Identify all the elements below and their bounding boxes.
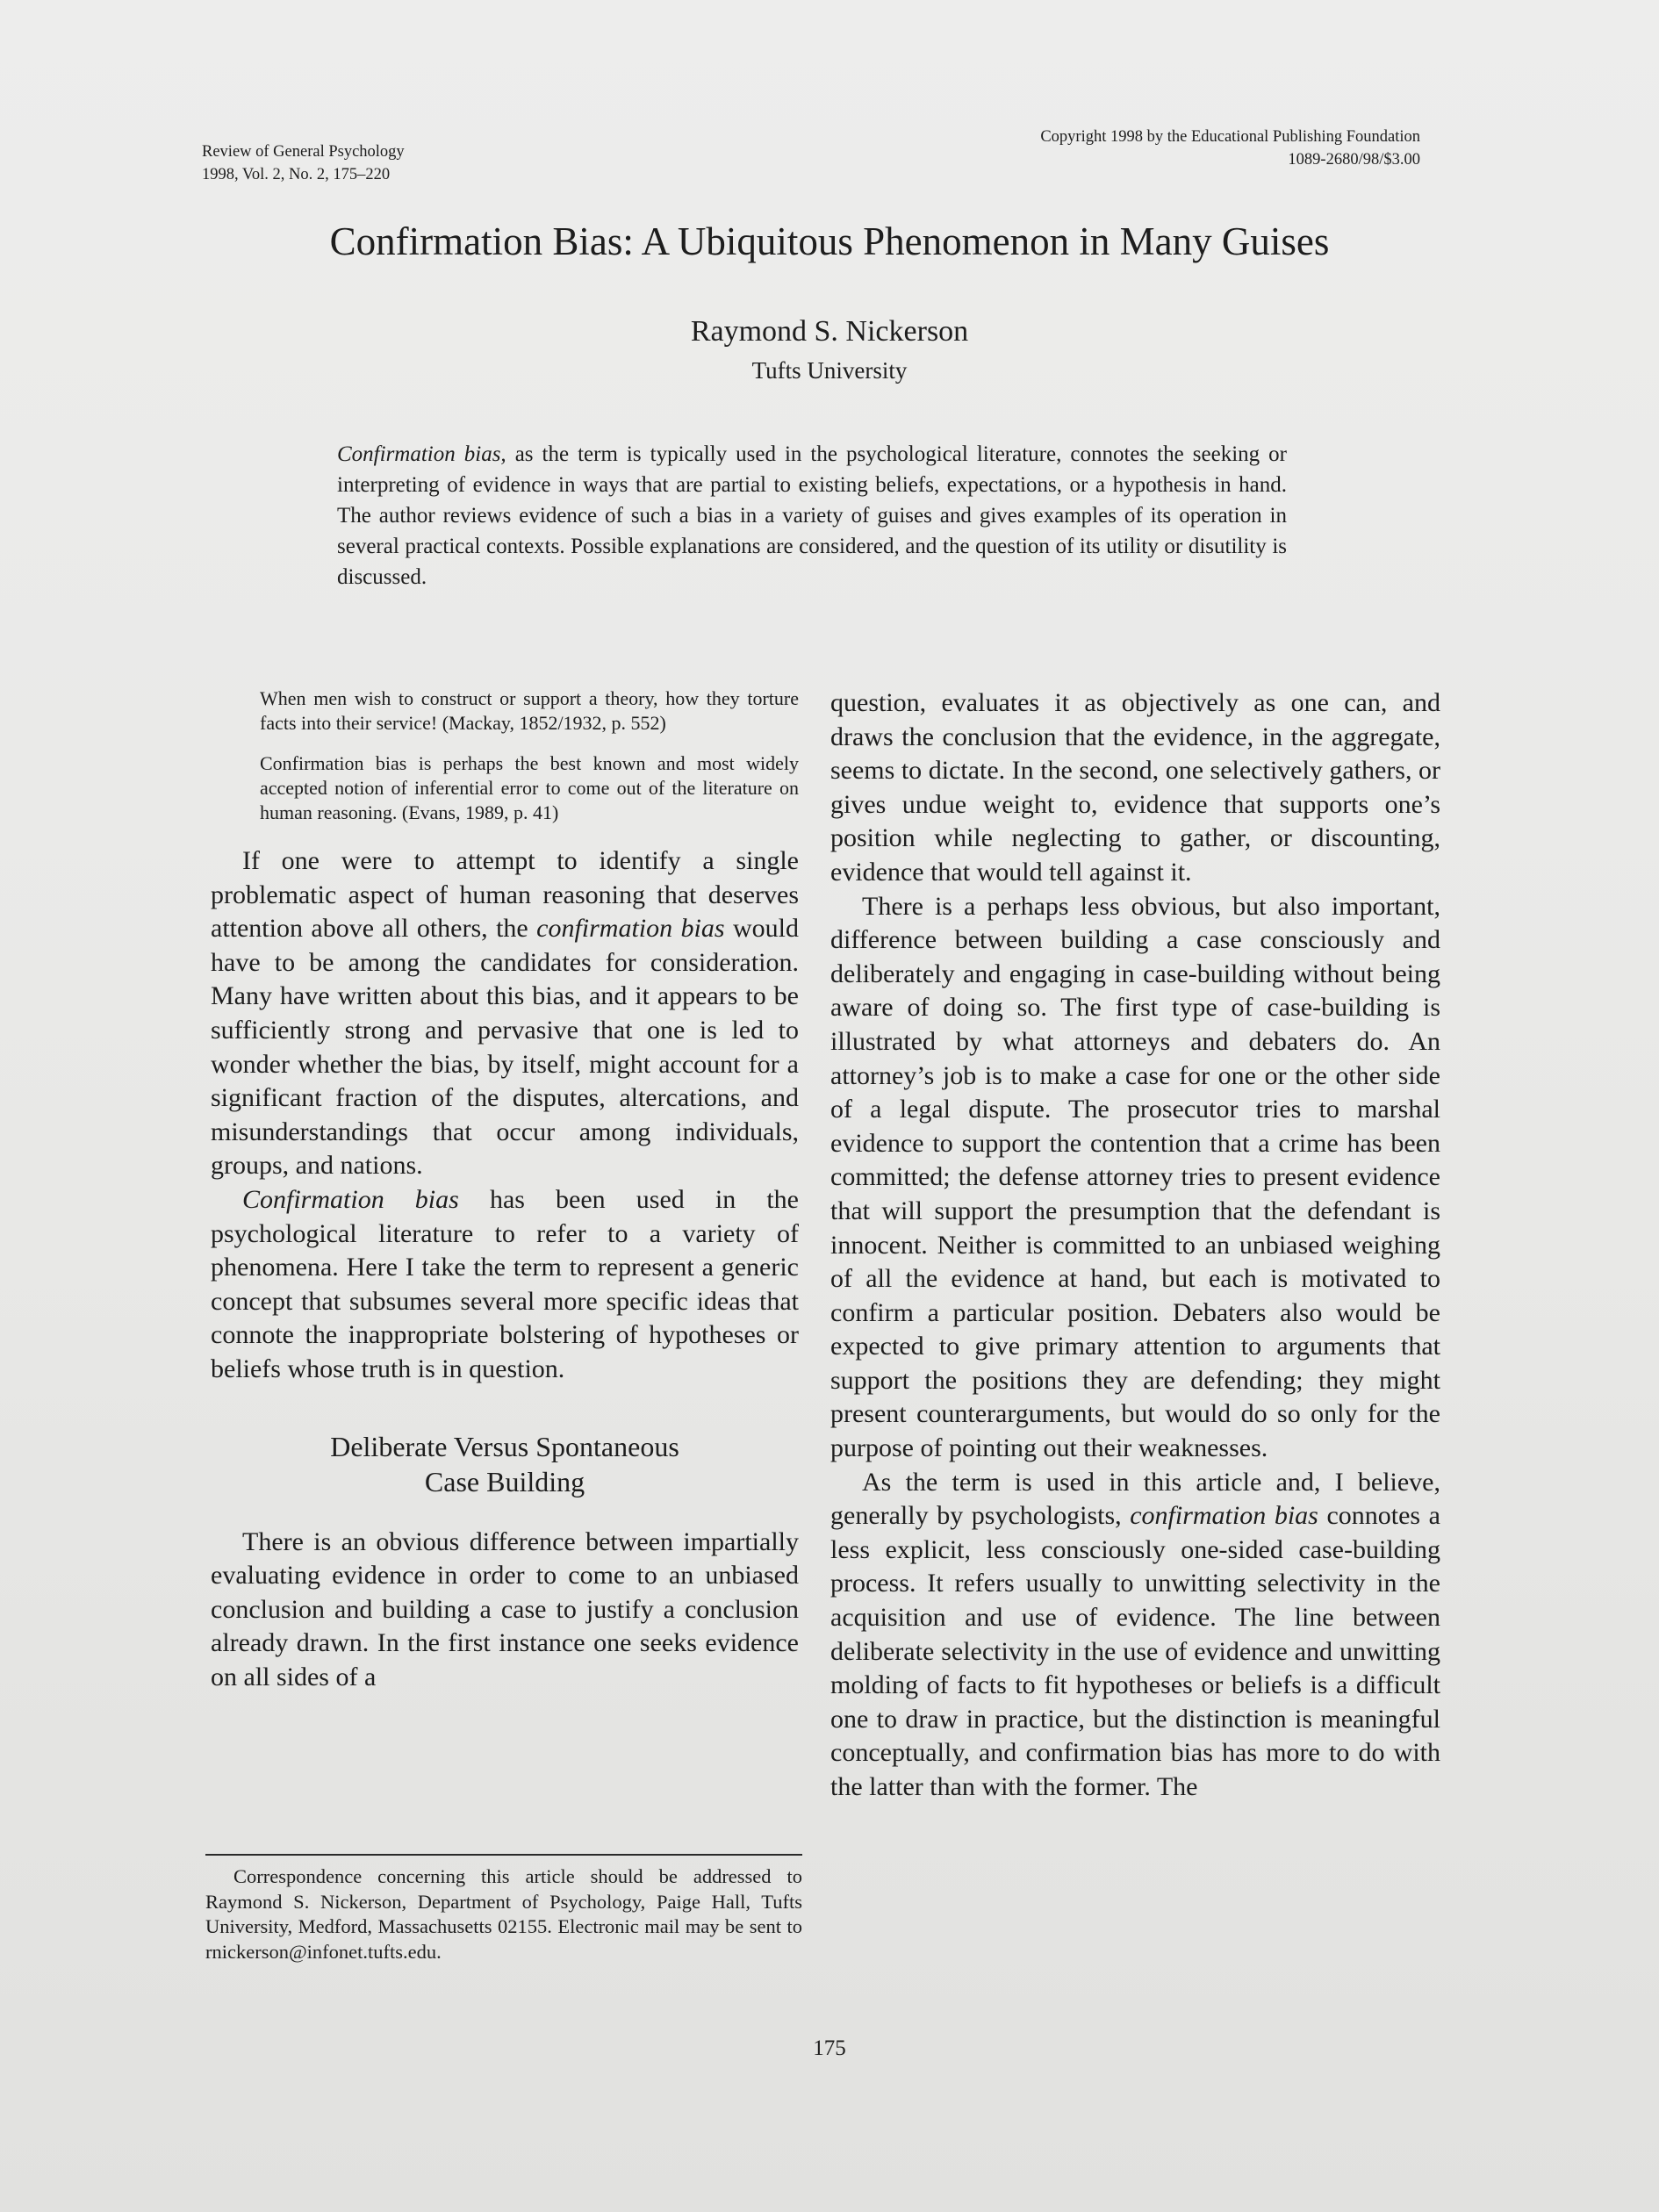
journal-citation xyxy=(202,140,405,186)
paragraph-attorneys: There is a perhaps less obvious, but also important, difference between building a case consciously and deliberately and engaging in case-building without being aware of doing so. The first type of case-building is illustrated by what attorneys and debaters do. An attorney’s job is to make a case for one or the other side of a legal dispute. The prosecutor tries to marshal evidence to support the contention that a crime has been committed; the defense attorney tries to present evidence that will support the presumption that the defendant is innocent. Neither is committed to an unbiased weighing of all the evidence at hand, but each is motivated to confirm a particular position. Debaters also would be expected to give primary attention to arguments that support the positions they are defending; they might present counterarguments, but would do so only for the purpose of pointing out their weaknesses. xyxy=(830,891,1440,1463)
footnote-divider xyxy=(205,1854,802,1856)
italic-term: confirmation bias xyxy=(1130,1501,1318,1531)
italic-term: Confirmation bias xyxy=(242,1184,459,1214)
paragraph-text: connotes a less explicit, less consciously one-sided case-building process. It refers usually to unwitting selectivity in the acquisition and use of evidence. The line between deliberate selectivity in the use of evidence and unwitting molding of facts to fit hypotheses or beliefs is a difficult one to draw in practice, but the distinction is meaningful conceptually, and confirmation bias has more to do with the latter than with the former. The xyxy=(830,1501,1440,1801)
abstract xyxy=(337,439,1287,592)
correspondence-footnote: Correspondence concerning this article should be addressed to Raymond S. Nickerson, Department of Psychology, Paige Hall, Tufts University, Medford, Massachusetts 02155. Electronic mail may be sent to rnickerson@infonet.tufts.edu. xyxy=(205,1865,802,1963)
paragraph-continued: question, evaluates it as objectively as one can, and draws the conclusion that the evidence, in the aggregate, seems to dictate. In the second, one selectively gathers, or gives undue weight to, evidence that supports one’s position while neglecting to gather, or discounting, evidence that would tell against it. xyxy=(830,688,1440,887)
copyright-line: Copyright 1998 by the Educational Publishing Foundation xyxy=(1040,128,1420,146)
author-affiliation: Tufts University xyxy=(751,357,908,384)
section-heading xyxy=(211,1429,799,1499)
section-heading-line: Deliberate Versus Spontaneous xyxy=(330,1430,679,1462)
section-heading-line: Case Building xyxy=(424,1465,585,1497)
article-title: Confirmation Bias: A Ubiquitous Phenomenon in Many Guises xyxy=(329,219,1330,263)
journal-name: Review of General Psychology xyxy=(202,143,405,161)
author-name: Raymond S. Nickerson xyxy=(690,315,969,348)
paragraph-intro xyxy=(211,844,799,1183)
paragraph-text: As the term is used in this article and, I believe, generally by psychologists, xyxy=(830,1467,1440,1531)
paragraph-text: would have to be among the candidates for consideration. Many have written about this bias, and it appears to be sufficiently strong and pervasive that one is led to wonder whether the bias, by itself, might account for a significant fraction of the disputes, altercations, and misunderstandings that occur among individuals, groups, and nations. xyxy=(211,914,799,1181)
epigraph-mackay: When men wish to construct or support a theory, how they torture facts into their service! (Mackay, 1852/1932, p. 552) xyxy=(260,687,799,734)
paragraph-unwitting xyxy=(830,1466,1440,1805)
italic-term: confirmation bias xyxy=(536,914,725,944)
issn-price: 1089-2680/98/$3.00 xyxy=(1288,151,1420,169)
abstract-lead-term: Confirmation bias, xyxy=(337,442,506,466)
epigraph-evans: Confirmation bias is perhaps the best known and most widely accepted notion of inferential error to come out of the literature on human reasoning. (Evans, 1989, p. 41) xyxy=(260,752,799,823)
page-number: 175 xyxy=(813,2036,846,2060)
right-column xyxy=(830,686,1440,1805)
copyright-notice xyxy=(1040,126,1420,171)
paragraph-case-building: There is an obvious difference between impartially evaluating evidence in order to come to an unbiased conclusion and building a case to justify a conclusion already drawn. In the first instance one seeks evidence on all sides of a xyxy=(211,1526,799,1691)
journal-volume: 1998, Vol. 2, No. 2, 175–220 xyxy=(202,166,391,183)
left-column xyxy=(211,686,799,1694)
abstract-text: as the term is typically used in the psychological literature, connotes the seeking or interpreting of evidence in ways that are partial to existing beliefs, expectations, or a hypothesis in hand. The author reviews evidence of such a bias in a variety of guises and gives examples of its operation in several practical contexts. Possible explanations are considered, and the question of its utility or disutility is discussed. xyxy=(337,442,1287,589)
paragraph-text: has been used in the psychological literature to refer to a variety of phenomena. Here I take the term to represent a generic concept that subsumes several more specific ideas that connote the inappropriate bolstering of hypotheses or beliefs whose truth is in question. xyxy=(211,1184,799,1383)
paragraph-definition xyxy=(211,1183,799,1387)
paragraph-text: If one were to attempt to identify a single problematic aspect of human reasoning that deserves attention above all others, the xyxy=(211,846,799,944)
